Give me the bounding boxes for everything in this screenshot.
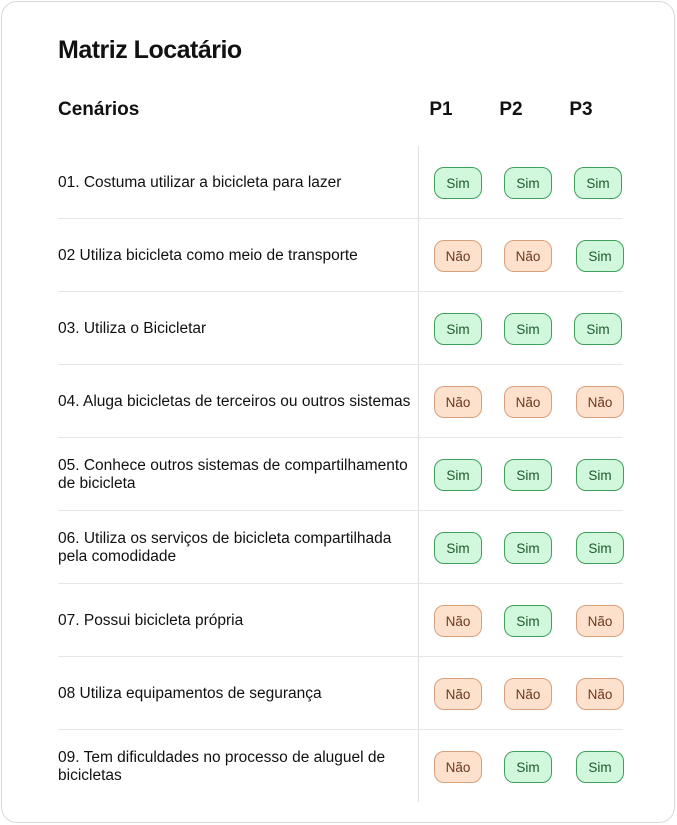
answer-badge-p3: Sim [576,532,624,564]
answer-badge-p1: Não [434,240,482,272]
header-p2: P2 [499,99,523,120]
scenario-label: 08 Utiliza equipamentos de segurança [58,684,322,702]
scenario-label: 04. Aluga bicicletas de terceiros ou outros sistemas [58,392,411,410]
answer-badge-p3: Sim [576,240,624,272]
table-row [58,511,623,584]
scenario-label: 07. Possui bicicleta própria [58,611,244,629]
table-row [58,219,623,292]
answer-badge-p1: Sim [434,167,482,199]
scenario-label: 06. Utiliza os serviços de bicicleta compartilhada pela comodidade [58,529,392,565]
page-title: Matriz Locatário [58,36,242,64]
answer-badge-p3: Sim [576,459,624,491]
table-row [58,146,623,219]
header-scenarios: Cenários [58,99,140,120]
header-p1: P1 [429,99,453,120]
table-row [58,365,623,438]
answer-badge-p1: Não [434,678,482,710]
scenario-label: 03. Utiliza o Bicicletar [58,319,207,337]
answer-badge-p1: Não [434,751,482,783]
answer-badge-p2: Não [504,240,552,272]
table-row [58,657,623,730]
table-row [58,438,623,511]
answer-badge-p2: Sim [504,751,552,783]
answer-badge-p2: Não [504,386,552,418]
scenario-label: 01. Costuma utilizar a bicicleta para lazer [58,173,342,191]
header-p3: P3 [569,99,593,120]
answer-badge-p1: Não [434,386,482,418]
matrix-card [1,1,675,823]
answer-badge-p3: Não [576,386,624,418]
answer-badge-p3: Sim [574,313,622,345]
answer-badge-p1: Sim [434,532,482,564]
table-row [58,730,623,803]
answer-badge-p1: Sim [434,313,482,345]
answer-badge-p2: Não [504,678,552,710]
answer-badge-p1: Sim [434,459,482,491]
answer-badge-p3: Sim [574,167,622,199]
scenario-label: 05. Conhece outros sistemas de compartilhamento de bicicleta [58,456,408,492]
answer-badge-p3: Não [576,678,624,710]
answer-badge-p3: Não [576,605,624,637]
answer-badge-p2: Sim [504,532,552,564]
table-row [58,584,623,657]
answer-badge-p2: Sim [504,167,552,199]
answer-badge-p2: Sim [504,313,552,345]
table-row [58,292,623,365]
scenario-label: 09. Tem dificuldades no processo de aluguel de bicicletas [58,748,386,784]
scenario-label: 02 Utiliza bicicleta como meio de transporte [58,246,358,264]
answer-badge-p1: Não [434,605,482,637]
answer-badge-p2: Sim [504,605,552,637]
answer-badge-p3: Sim [576,751,624,783]
answer-badge-p2: Sim [504,459,552,491]
